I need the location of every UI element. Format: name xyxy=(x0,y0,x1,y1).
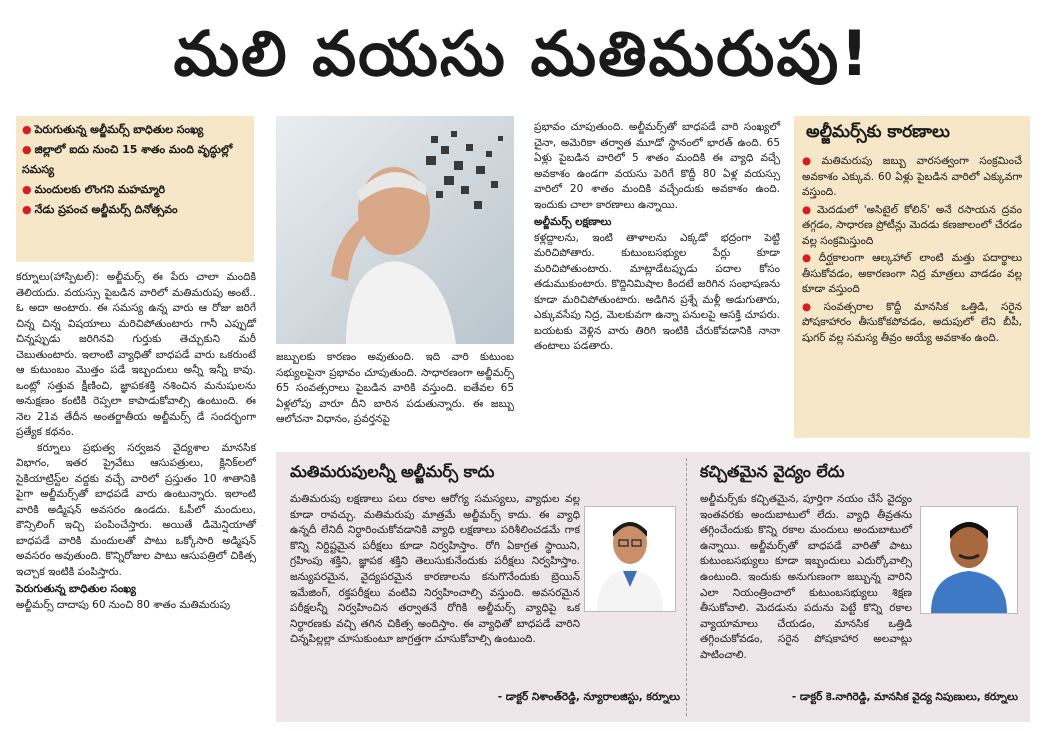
highlight-item: ● పెరుగుతున్న అల్జీమర్స్ బాధితుల సంఖ్య xyxy=(22,123,204,136)
paragraph: కర్నూలు ప్రభుత్వ సర్వజన వైద్యశాల మానసిక విభాగం, ఇతర ప్రైవేటు ఆసుపత్రులు, క్లినిక్‌లలో సైకియాట్రిస్ట్‌ల వద్దకు వచ్చే వారిలో ప్రస్తుతం 10 శాతానికి పైగా అల్జీమర్స్‌తో బాధపడే వారు ఉంటున్నారు. ఇలాంటి వారికి అడ్మిషన్ అవసరం ఉండదు. ఓపీలో మందులు, కౌన్సిలింగ్ ఇచ్చి పంపించేస్తారు. అయితే డిమెన్షియాతో బాధపడే వారికి మందులతో పాటు ఒక్కోసారి అడ్మిషన్ అవసరం అవుతుంది. కొన్నిరోజుల పాటు ఆసుపత్రిలో చికిత్స ఇచ్చాక ఇంటికి పంపిస్తారు. xyxy=(16,441,256,578)
panel-divider xyxy=(686,458,687,716)
panel1-title: మతిమరుపులన్నీ అల్జీమర్స్ కాదు xyxy=(290,462,495,481)
headline: మలి వయసు మతిమరుపు! xyxy=(173,17,871,90)
highlight-item: ● మందులకు లొంగని మహమ్మారి xyxy=(22,183,166,196)
panel1-text: మతిమరుపు లక్షణాలు పలు రకాల ఆరోగ్య సమస్యలు, వ్యాధుల వల్ల కూడా రావచ్చు. మతిమరుపు మాత్రమే అల్జీమర్స్ కాదు. ఈ వ్యాధి ఉన్నదీ లేనిదీ నిర్ధారించుకోవడానికి వ్యాధి లక్షణాలు పరిశీలించడమే గాక కొన్ని నిర్దిష్టమైన పరీక్షలు కూడా నిర్వహిస్తాం. రోగి ఏకాగ్రత స్థాయిని, గ్రహింపు శక్తిని, జ్ఞాపక శక్తిని తెలుసుకునేందుకు పరీక్షలు నిర్వహిస్తాం. జన్యుపరమైన, వైద్యపరమైన కారణాలను కనుగొనేందుకు బ్రెయిన్ ఇమేజింగ్, రక్తపరీక్షలు వంటివి నిర్వహించాల్సి వస్తుంది. అవసరమైన పరీక్షలన్నీ నిర్వహించిన తర్వాతనే రోగికి అల్జీమర్స్ వ్యాధిపై ఒక నిర్ధారణకు వచ్చి తగిన చికిత్స అందిస్తాం. ఈ వ్యాధితో బాధపడే వారిని చిన్నపిల్లల్లా చూసుకుంటూ జాగ్రత్తగా చూసుకోవాల్సి ఉంటుంది. xyxy=(290,493,580,646)
highlight-item: ● నేడు ప్రపంచ అల్జీమర్స్ దినోత్సవం xyxy=(22,203,178,216)
bullet-icon: ● xyxy=(22,203,32,216)
panel2-signature: - డాక్టర్ కె.నాగిరెడ్డి, మానసిక వైద్య నిపుణులు, కర్నూలు xyxy=(791,691,1018,703)
cause-item: ● మెదడులో 'అసిటైల్ కోలిన్' అనే రసాయన ద్రవం తగ్గడం, సాధారణ ప్రోటీన్లు మెదడు కణజాలంలో చేరడం వల్ల సంక్రమిస్తుంది xyxy=(802,203,1022,247)
article-photo xyxy=(276,116,514,344)
cause-item: ● మతిమరుపు జబ్బు వారసత్వంగా సంక్రమించే అవకాశం ఎక్కువ. 60 ఏళ్లు పైబడిన వారిలో ఎక్కువగా వస్తుంది. xyxy=(802,155,1022,198)
bullet-icon: ● xyxy=(22,143,32,156)
causes-box xyxy=(794,116,1030,438)
bullet-icon: ● xyxy=(22,183,32,196)
photo-caption: జబ్బులకు కారణం అవుతుంది. ఇది వారి కుటుంబ సభ్యులపైనా ప్రభావం చూపుతుంది. సాధారణంగా అల్జీమర్స్ 65 సంవత్సరాలు పైబడిన వారికి వస్తుంది. ఐతేవల 65 ఏళ్లలోపు వారూ దీని బారిన పడుతున్నారు. ఈ జబ్బు ఆలోచనా విధానం, ప్రవర్తనపై xyxy=(276,351,514,425)
bullet-icon: ● xyxy=(802,252,816,264)
doctor-portrait-2 xyxy=(920,506,1018,614)
bullet-icon: ● xyxy=(802,203,814,216)
bullet-icon: ● xyxy=(802,300,821,313)
subheading: పెరుగుతున్న బాధితుల సంఖ్య xyxy=(16,583,136,595)
subheading: అల్జీమర్స్ లక్షణాలు xyxy=(534,216,612,228)
panel1-signature: - డాక్టర్ నిశాంత్‌రెడ్డి, న్యూరాలజిస్టు, కర్నూలు xyxy=(497,691,680,703)
highlight-item: ● జిల్లాలో ఐదు నుంచి 15 శాతం మంది వృద్ధుల్లో సమస్య xyxy=(22,143,233,176)
panel2-text: అల్జీమర్స్‌కు కచ్చితమైన, పూర్తిగా నయం చేసే వైద్యం ఇంతవరకు అందుబాటులో లేదు. వ్యాధి తీవ్రతను తగ్గించేందుకు కొన్ని రకాల మందులు అందుబాటులో ఉన్నాయి. అల్జీమర్స్‌తో బాధపడే వారితో పాటు కుటుంబసభ్యులు కూడా ఇబ్బందులు ఎదుర్కోవాల్సి ఉంటుంది. ఇందుకు అనుగుణంగా జబ్బున్న వారిని ఎలా నియంత్రించాలో కుటుంబసభ్యులు శిక్షణ తీసుకోవాలి. మెదడును పదును పెట్టే కొన్ని రకాల వ్యాయామాలు చేయడం, మానసిక ఒత్తిడి తగ్గించుకోవడం, సరైన పోషకాహార అలవాట్లు పాటించాలి. xyxy=(700,493,912,661)
paragraph: అల్జీమర్స్ దాదాపు 60 నుంచి 80 శాతం మతిమరుపు xyxy=(16,598,231,611)
bullet-icon: ● xyxy=(22,123,32,136)
doctor-avatar-icon xyxy=(921,507,1017,613)
cause-item: ● సంవత్సరాల కొద్దీ మానసిక ఒత్తిడి, సరైన పోషకాహారం తీసుకోకపోవడం, అదుపులో లేని బీపీ, షుగర్ వల్ల సమస్య తీవ్రం అయ్యే అవకాశం ఉంది. xyxy=(802,300,1022,344)
lead-paragraph: కర్నూలు(హాస్పిటల్): అల్జీమర్స్ ఈ పేరు చాలా మందికి తెలియదు. వయస్సు పైబడిన వారిలో మతిమరుపు అంటే.. ఓ అదా అంటారు. ఈ సమస్య ఉన్న వారు ఆ రోజు జరిగే చిన్న చిన్న విషయాలు మరిచిపోతుంటారు గానీ ఎప్పుడో చిన్నప్పుడు జరిగినవి గుర్తుకు తెచ్చుకుని మరీ చెబుతుంటారు. ఇలాంటి వ్యాధితో బాధపడే వారు ఒకరుంటే ఆ కుటుంబం మొత్తం పడే ఇబ్బందులు అన్నీ ఇన్నీ కావు. ఒంట్లో సత్తువ క్షీణించి, జ్ఞాపకశక్తి నశించిన మనుషులను అనుక్షణం కంటికి రెప్పలా కాపాడుకోవాల్సి ఉంటుంది. ఈ నెల 21వ తేదీన అంతర్జాతీయ అల్జీమర్స్ డే సందర్భంగా ప్రత్యేక కథనం. xyxy=(16,271,256,438)
paragraph: ప్రభావం చూపుతుంది. అల్జీమర్స్‌తో బాధపడే వారి సంఖ్యలో చైనా, అమెరికా తర్వాత మూడో స్థానంలో భారత్ ఉంది. 65 ఏళ్లు పైబడిన వారిలో 5 శాతం మందికి ఈ వ్యాధి వచ్చే అవకాశం ఉండగా వయసు పెరిగే కొద్దీ 80 ఏళ్ల వయస్సు వారిలో 20 శాతం మందికి వచ్చేందుకు అవకాశం ఉంది. ఇందుకు చాలా కారణాలు ఉన్నాయి. xyxy=(534,121,780,211)
paragraph: కళ్లద్దాలను, ఇంటి తాళాలను ఎక్కడో భద్రంగా పెట్టి మరిచిపోతారు. కుటుంబసభ్యుల పేర్లు కూడా మరిచిపోతుంటారు. మాట్లాడేటప్పుడు పదాల కోసం తడుముకుంటారు. కొద్దినిమిషాల కిందటే జరిగిన సంభాషణను కూడా మరిచిపోతుంటారు. అడిగిన ప్రశ్నే మళ్లీ అడుగుతారు, ఎక్కువసేపు నిద్ర, మెలకువగా ఉన్నా పనులపై ఆసక్తి చూపరు. బయటకు వెళ్లిన వారు తిరిగి ఇంటికి చేరుకోవడానికి నానా తంటాలు పడతారు. xyxy=(534,231,780,352)
elderly-man-illustration xyxy=(276,116,514,344)
doctor-portrait-1 xyxy=(584,506,676,612)
doctor-avatar-icon xyxy=(585,507,675,611)
panel2-title: కచ్చితమైన వైద్యం లేదు xyxy=(700,462,845,481)
cause-item: ● దీర్ఘకాలంగా ఆల్కహాల్ లాంటి మత్తు పదార్థాలు తీసుకోవడం, అకారణంగా నిద్ర మాత్రలు వాడడం వల్ల కూడా వస్తుంది xyxy=(802,252,1022,295)
bullet-icon: ● xyxy=(802,155,819,167)
causes-title: అల్జీమర్స్‌కు కారణాలు xyxy=(806,122,950,142)
column-1 xyxy=(16,270,256,613)
column-3 xyxy=(534,120,780,355)
highlights-box xyxy=(16,116,254,262)
